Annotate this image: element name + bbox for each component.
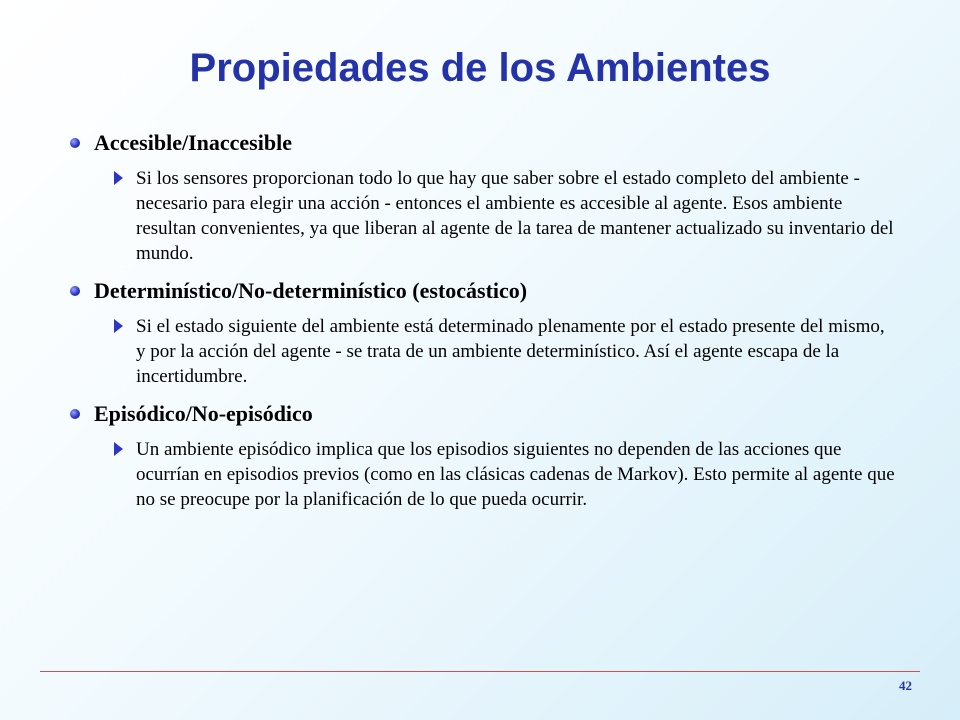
section-body-text: Un ambiente episódico implica que los episodios siguientes no dependen de las acciones que ocurrían en episodios previos (como en las clásicas cadenas de Markov). Esto permite al agente que no se preocupe por la planificación de lo que pueda ocurrir. <box>136 439 895 510</box>
section-body <box>68 314 908 389</box>
round-bullet-icon <box>70 286 80 296</box>
section-body-text: Si los sensores proporcionan todo lo que hay que saber sobre el estado completo del ambiente - necesario para elegir una acción - entonces el ambiente es accesible al agente. Esos ambiente resultan convenientes, ya que liberan al agente de la tarea de mantener actualizado su inventario del mundo. <box>136 168 894 264</box>
round-bullet-icon <box>70 409 80 419</box>
section-heading <box>68 128 908 158</box>
slide-content <box>68 128 908 522</box>
section-body-text: Si el estado siguiente del ambiente está determinado plenamente por el estado presente del mismo, y por la acción del agente - se trata de un ambiente determinístico. Así el agente escapa de la incertidumbre. <box>136 316 885 387</box>
section-heading-text: Determinístico/No-determinístico (estocástico) <box>94 278 528 303</box>
section-accesible <box>68 128 908 266</box>
section-heading <box>68 399 908 429</box>
triangle-bullet-icon <box>114 171 123 185</box>
triangle-bullet-icon <box>114 442 123 456</box>
section-heading-text: Episódico/No-episódico <box>94 401 313 426</box>
round-bullet-icon <box>70 138 80 148</box>
section-episodico <box>68 399 908 512</box>
section-body <box>68 166 908 266</box>
section-deterministico <box>68 276 908 389</box>
page-number: 42 <box>899 678 912 693</box>
slide-title: Propiedades de los Ambientes <box>189 46 771 90</box>
footer-divider <box>40 671 920 672</box>
section-heading-text: Accesible/Inaccesible <box>94 130 292 155</box>
section-body <box>68 437 908 512</box>
triangle-bullet-icon <box>114 319 123 333</box>
section-heading <box>68 276 908 306</box>
